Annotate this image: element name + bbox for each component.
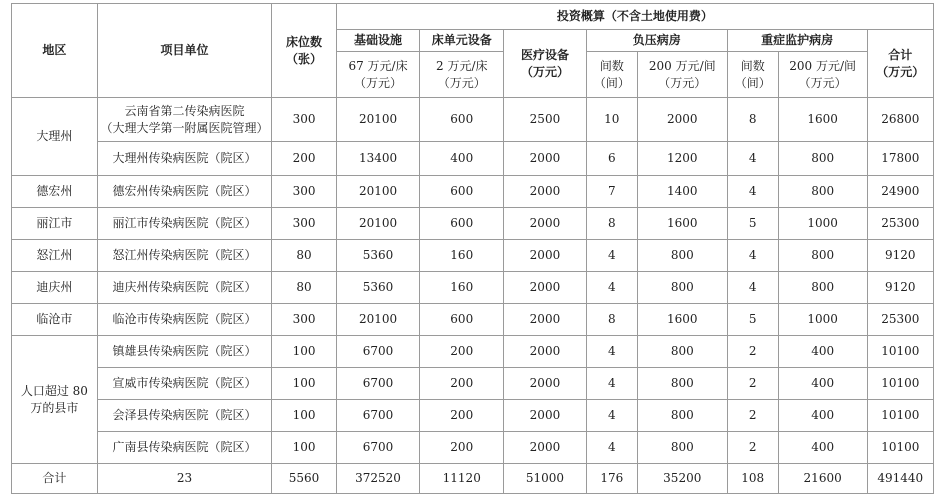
infra-cell: 20100 (336, 98, 420, 142)
infra-cell: 20100 (336, 208, 420, 240)
header-infra-price: 67 万元/床 （万元） (336, 52, 420, 98)
table-row (12, 176, 934, 208)
medical-cell: 2000 (504, 240, 587, 272)
icu-cost-cell: 800 (778, 272, 867, 304)
icu-cost-cell: 400 (778, 432, 867, 464)
bed-equip-cell: 200 (420, 368, 504, 400)
icu-rooms-cell: 2 (727, 336, 778, 368)
totals-icu-rooms: 108 (727, 464, 778, 494)
region-cell: 怒江州 (12, 240, 98, 272)
totals-unit-count: 23 (97, 464, 272, 494)
totals-label: 合计 (12, 464, 98, 494)
unit-cell: 德宏州传染病医院（院区） (97, 176, 272, 208)
beds-cell: 100 (272, 400, 336, 432)
icu-cost-cell: 800 (778, 142, 867, 176)
header-total: 合计 （万元） (867, 30, 933, 98)
medical-cell: 2000 (504, 208, 587, 240)
medical-cell: 2000 (504, 368, 587, 400)
unit-cell: 镇雄县传染病医院（院区） (97, 336, 272, 368)
infra-cell: 5360 (336, 240, 420, 272)
beds-cell: 300 (272, 176, 336, 208)
neg-cost-cell: 1600 (637, 304, 727, 336)
header-beds: 床位数 （张） (272, 4, 336, 98)
beds-cell: 300 (272, 208, 336, 240)
region-cell: 迪庆州 (12, 272, 98, 304)
icu-cost-cell: 1000 (778, 208, 867, 240)
icu-rooms-cell: 5 (727, 208, 778, 240)
infra-cell: 20100 (336, 304, 420, 336)
unit-cell: 云南省第二传染病医院 （大理大学第一附属医院管理） (97, 98, 272, 142)
unit-cell: 迪庆州传染病医院（院区） (97, 272, 272, 304)
unit-cell: 临沧市传染病医院（院区） (97, 304, 272, 336)
bed-equip-cell: 200 (420, 336, 504, 368)
infra-cell: 6700 (336, 400, 420, 432)
total-cell: 10100 (867, 336, 933, 368)
bed-equip-cell: 400 (420, 142, 504, 176)
beds-cell: 100 (272, 432, 336, 464)
header-unit: 项目单位 (97, 4, 272, 98)
header-region: 地区 (12, 4, 98, 98)
region-cell: 临沧市 (12, 304, 98, 336)
header-bed-equip: 床单元设备 (420, 30, 504, 52)
icu-cost-cell: 400 (778, 400, 867, 432)
total-cell: 26800 (867, 98, 933, 142)
region-cell: 德宏州 (12, 176, 98, 208)
total-cell: 10100 (867, 368, 933, 400)
icu-cost-cell: 800 (778, 176, 867, 208)
totals-icu-cost: 21600 (778, 464, 867, 494)
neg-cost-cell: 800 (637, 336, 727, 368)
table-row (12, 208, 934, 240)
header-neg-rooms: 间数 （间） (586, 52, 637, 98)
medical-cell: 2000 (504, 336, 587, 368)
icu-cost-cell: 1600 (778, 98, 867, 142)
beds-cell: 300 (272, 98, 336, 142)
table-row (12, 142, 934, 176)
total-cell: 10100 (867, 432, 933, 464)
beds-cell: 80 (272, 240, 336, 272)
totals-beds: 5560 (272, 464, 336, 494)
medical-cell: 2500 (504, 98, 587, 142)
neg-rooms-cell: 6 (586, 142, 637, 176)
bed-equip-cell: 200 (420, 400, 504, 432)
total-cell: 24900 (867, 176, 933, 208)
infra-cell: 5360 (336, 272, 420, 304)
table-row (12, 336, 934, 368)
neg-rooms-cell: 4 (586, 240, 637, 272)
totals-infra: 372520 (336, 464, 420, 494)
neg-cost-cell: 800 (637, 240, 727, 272)
neg-rooms-cell: 10 (586, 98, 637, 142)
table-row (12, 272, 934, 304)
bed-equip-cell: 160 (420, 272, 504, 304)
investment-table (11, 3, 934, 494)
header-medical: 医疗设备 （万元） (504, 30, 587, 98)
medical-cell: 2000 (504, 304, 587, 336)
icu-rooms-cell: 5 (727, 304, 778, 336)
icu-rooms-cell: 8 (727, 98, 778, 142)
totals-medical: 51000 (504, 464, 587, 494)
total-cell: 9120 (867, 272, 933, 304)
table-row (12, 98, 934, 142)
unit-cell: 会泽县传染病医院（院区） (97, 400, 272, 432)
neg-cost-cell: 800 (637, 368, 727, 400)
infra-cell: 13400 (336, 142, 420, 176)
unit-cell: 丽江市传染病医院（院区） (97, 208, 272, 240)
icu-cost-cell: 400 (778, 368, 867, 400)
beds-cell: 100 (272, 368, 336, 400)
infra-cell: 20100 (336, 176, 420, 208)
header-investment: 投资概算（不含土地使用费） (336, 4, 933, 30)
neg-rooms-cell: 4 (586, 336, 637, 368)
totals-neg-cost: 35200 (637, 464, 727, 494)
icu-rooms-cell: 2 (727, 368, 778, 400)
region-cell: 人口超过 80 万的县市 (12, 336, 98, 464)
totals-neg-rooms: 176 (586, 464, 637, 494)
header-icu-price: 200 万元/间 （万元） (778, 52, 867, 98)
header-infra: 基础设施 (336, 30, 420, 52)
table-row (12, 432, 934, 464)
table-row (12, 304, 934, 336)
table-row (12, 400, 934, 432)
unit-cell: 广南县传染病医院（院区） (97, 432, 272, 464)
table-row (12, 240, 934, 272)
neg-rooms-cell: 8 (586, 304, 637, 336)
neg-rooms-cell: 7 (586, 176, 637, 208)
totals-row (12, 464, 934, 494)
icu-rooms-cell: 4 (727, 176, 778, 208)
header-bed-equip-price: 2 万元/床 （万元） (420, 52, 504, 98)
infra-cell: 6700 (336, 336, 420, 368)
beds-cell: 100 (272, 336, 336, 368)
total-cell: 10100 (867, 400, 933, 432)
neg-rooms-cell: 8 (586, 208, 637, 240)
medical-cell: 2000 (504, 400, 587, 432)
bed-equip-cell: 600 (420, 208, 504, 240)
neg-cost-cell: 1400 (637, 176, 727, 208)
icu-rooms-cell: 4 (727, 240, 778, 272)
neg-cost-cell: 1200 (637, 142, 727, 176)
infra-cell: 6700 (336, 432, 420, 464)
neg-cost-cell: 800 (637, 400, 727, 432)
bed-equip-cell: 600 (420, 98, 504, 142)
unit-cell: 怒江州传染病医院（院区） (97, 240, 272, 272)
total-cell: 25300 (867, 304, 933, 336)
beds-cell: 200 (272, 142, 336, 176)
total-cell: 25300 (867, 208, 933, 240)
icu-cost-cell: 800 (778, 240, 867, 272)
header-icu-rooms: 间数 （间） (727, 52, 778, 98)
icu-rooms-cell: 2 (727, 400, 778, 432)
beds-cell: 300 (272, 304, 336, 336)
header-icu: 重症监护病房 (727, 30, 867, 52)
bed-equip-cell: 600 (420, 304, 504, 336)
totals-total: 491440 (867, 464, 933, 494)
neg-cost-cell: 800 (637, 272, 727, 304)
bed-equip-cell: 200 (420, 432, 504, 464)
region-cell: 大理州 (12, 98, 98, 176)
neg-cost-cell: 800 (637, 432, 727, 464)
icu-cost-cell: 1000 (778, 304, 867, 336)
unit-cell: 大理州传染病医院（院区） (97, 142, 272, 176)
icu-rooms-cell: 4 (727, 142, 778, 176)
medical-cell: 2000 (504, 432, 587, 464)
header-negative: 负压病房 (586, 30, 727, 52)
bed-equip-cell: 600 (420, 176, 504, 208)
infra-cell: 6700 (336, 368, 420, 400)
total-cell: 17800 (867, 142, 933, 176)
bed-equip-cell: 160 (420, 240, 504, 272)
total-cell: 9120 (867, 240, 933, 272)
neg-rooms-cell: 4 (586, 400, 637, 432)
medical-cell: 2000 (504, 142, 587, 176)
icu-cost-cell: 400 (778, 336, 867, 368)
beds-cell: 80 (272, 272, 336, 304)
unit-cell: 宣威市传染病医院（院区） (97, 368, 272, 400)
neg-cost-cell: 1600 (637, 208, 727, 240)
neg-rooms-cell: 4 (586, 432, 637, 464)
medical-cell: 2000 (504, 272, 587, 304)
totals-bed-equip: 11120 (420, 464, 504, 494)
table-row (12, 368, 934, 400)
neg-rooms-cell: 4 (586, 272, 637, 304)
neg-rooms-cell: 4 (586, 368, 637, 400)
icu-rooms-cell: 2 (727, 432, 778, 464)
neg-cost-cell: 2000 (637, 98, 727, 142)
medical-cell: 2000 (504, 176, 587, 208)
region-cell: 丽江市 (12, 208, 98, 240)
header-neg-price: 200 万元/间 （万元） (637, 52, 727, 98)
icu-rooms-cell: 4 (727, 272, 778, 304)
